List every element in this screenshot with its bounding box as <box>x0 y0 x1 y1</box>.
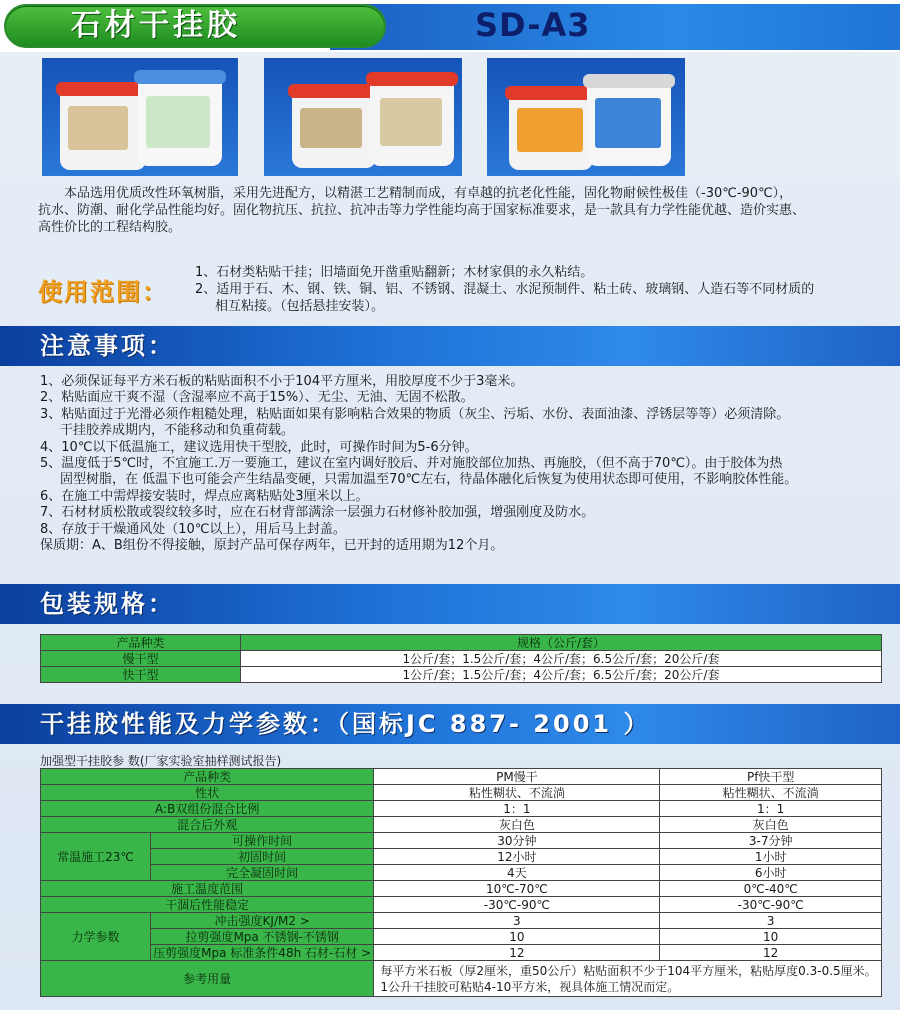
table-row <box>41 667 882 683</box>
product-photo-1 <box>42 58 238 176</box>
table-cell: 粘性糊状、不流淌 <box>660 785 882 801</box>
reference-usage-line: 1公升干挂胶可粘贴4-10平方米，视具体施工情况而定。 <box>380 979 680 994</box>
table-cell: 冲击强度KJ/M2 > <box>151 913 374 929</box>
table-cell: 1：1 <box>660 801 882 817</box>
table-row <box>41 817 882 833</box>
table-cell: 4天 <box>374 865 660 881</box>
table-cell: 12 <box>374 945 660 961</box>
intro-text <box>38 185 878 236</box>
table-row <box>41 785 882 801</box>
note-item: 8、存放于干燥通风处（10℃以上），用后马上封盖。 <box>40 521 346 537</box>
note-item: 7、石材材质松散或裂纹较多时，应在石材背部满涂一层强力石材修补胶加强，增强刚度及防水。 <box>40 505 595 521</box>
table-cell: 慢干型 <box>41 651 241 667</box>
intro-line: 抗水、防潮、耐化学品性能均好。固化物抗压、抗拉、抗冲击等力学性能均高于国家标准要求，是一款具有力学性能优越、造价实惠、 <box>38 203 806 218</box>
note-item: 干挂胶养成期内，不能移动和负重荷载。 <box>60 423 295 439</box>
table-group-cell: 常温施工23℃ <box>41 833 151 881</box>
pack-table <box>40 634 882 683</box>
table-cell: 施工温度范围 <box>41 881 374 897</box>
title-pill <box>4 4 386 48</box>
table-cell: 3 <box>660 913 882 929</box>
intro-line: 高性价比的工程结构胶。 <box>38 220 182 235</box>
table-cell: 10 <box>374 929 660 945</box>
table-cell: 1小时 <box>660 849 882 865</box>
table-row <box>41 635 882 651</box>
table-cell: 灰白色 <box>660 817 882 833</box>
table-group-cell: 力学参数 <box>41 913 151 961</box>
table-cell: 拉剪强度Mpa 不锈钢-不锈钢 <box>151 929 374 945</box>
perf-table <box>40 768 882 997</box>
table-row <box>41 651 882 667</box>
table-cell: 1：1 <box>374 801 660 817</box>
perf-section-header <box>0 704 900 744</box>
table-cell: 10℃-70℃ <box>374 881 660 897</box>
note-item: 6、在施工中需焊接安装时，焊点应离粘贴处3厘米以上。 <box>40 488 369 504</box>
table-cell: 粘性糊状、不流淌 <box>374 785 660 801</box>
product-photo-strip <box>0 52 900 178</box>
table-cell: 干涸后性能稳定 <box>41 897 374 913</box>
note-item: 固型树脂，在 低温下也可能会产生结晶变硬，只需加温至70℃左右，待晶体融化后恢复为使用状态即可使用，不影响胶体性能。 <box>60 472 798 488</box>
perf-caption: 加强型干挂胶参 数(厂家实验室抽样测试报告) <box>40 754 282 768</box>
table-cell: 性状 <box>41 785 374 801</box>
table-cell: A:B双组份混合比例 <box>41 801 374 817</box>
note-item: 1、必须保证每平方米石板的粘贴面积不小于104平方厘米，用胶厚度不少于3毫米。 <box>40 374 524 389</box>
reference-usage-line: 每平方米石板（厚2厘米，重50公斤）粘贴面积不少于104平方厘米，粘贴厚度0.3-0.5厘米。 <box>380 963 877 978</box>
note-item: 4、10℃以下低温施工，建议选用快干型胶，此时，可操作时间为5-6分钟。 <box>40 439 478 455</box>
notes-title: 注意事项： <box>40 332 175 360</box>
header-band <box>0 0 900 52</box>
table-cell: 12小时 <box>374 849 660 865</box>
table-row <box>41 961 882 997</box>
table-row <box>41 801 882 817</box>
table-cell: 10 <box>660 929 882 945</box>
table-cell: -30℃-90℃ <box>374 897 660 913</box>
table-row <box>41 769 882 785</box>
table-row <box>41 881 882 897</box>
table-row <box>41 833 882 849</box>
header-blue-bar <box>330 4 900 50</box>
product-photo-2 <box>264 58 462 176</box>
table-header-cell: Pf快干型 <box>660 769 882 785</box>
table-header-cell: PM慢干 <box>374 769 660 785</box>
reference-usage-cell <box>374 961 882 997</box>
table-cell: 混合后外观 <box>41 817 374 833</box>
table-header-cell: 规格（公斤/套） <box>241 635 882 651</box>
table-cell: 参考用量 <box>41 961 374 997</box>
table-row <box>41 929 882 945</box>
product-photo-3 <box>487 58 685 176</box>
table-cell: 1公斤/套；1.5公斤/套；4公斤/套；6.5公斤/套；20公斤/套 <box>241 651 882 667</box>
table-cell: 3-7分钟 <box>660 833 882 849</box>
table-header-cell: 产品种类 <box>41 635 241 651</box>
pack-section-header <box>0 584 900 624</box>
table-cell: -30℃-90℃ <box>660 897 882 913</box>
table-cell: 6小时 <box>660 865 882 881</box>
table-cell: 完全凝固时间 <box>151 865 374 881</box>
usage-item: 1、石材类粘贴干挂；旧墙面免开凿重贴翻新；木材家俱的永久粘结。 <box>195 265 594 280</box>
table-cell: 可操作时间 <box>151 833 374 849</box>
table-cell: 3 <box>374 913 660 929</box>
table-cell: 1公斤/套；1.5公斤/套；4公斤/套；6.5公斤/套；20公斤/套 <box>241 667 882 683</box>
usage-list <box>195 264 885 315</box>
usage-item: 相互粘接。（包括悬挂安装）。 <box>215 299 385 314</box>
notes-list <box>40 374 885 554</box>
table-cell: 压剪强度Mpa 标准条件48h 石材-石材 > <box>151 945 374 961</box>
table-row <box>41 913 882 929</box>
table-cell: 12 <box>660 945 882 961</box>
note-item: 2、粘贴面应干爽不湿（含湿率应不高于15%）、无尘、无油、无固不松散。 <box>40 390 474 406</box>
table-row <box>41 865 882 881</box>
table-row <box>41 945 882 961</box>
intro-line: 本品选用优质改性环氧树脂，采用先进配方，以精湛工艺精制而成，有卓越的抗老化性能，固化物耐候性极佳（-30℃-90℃）， <box>64 186 793 201</box>
usage-item: 2、适用于石、木、钢、铁、铜、铝、不锈钢、混凝土、水泥预制件、粘土砖、玻璃钢、人造石等不同材质的 <box>195 282 815 297</box>
table-cell: 初固时间 <box>151 849 374 865</box>
table-cell: 30分钟 <box>374 833 660 849</box>
table-cell: 快干型 <box>41 667 241 683</box>
pack-title: 包装规格： <box>40 590 175 618</box>
table-header-cell: 产品种类 <box>41 769 374 785</box>
table-cell: 0℃-40℃ <box>660 881 882 897</box>
usage-title: 使用范围： <box>38 278 168 306</box>
table-row <box>41 897 882 913</box>
note-item: 保质期：A、B组份不得接触，原封产品可保存两年，已开封的适用期为12个月。 <box>40 538 504 554</box>
page-title: 石材干挂胶 <box>71 8 241 43</box>
table-row <box>41 849 882 865</box>
model-number: SD-A3 <box>475 6 591 44</box>
note-item: 5、温度低于5℃时，不宜施工.万一要施工，建议在室内调好胶后、并对施胶部位加热、再施胶，（但不高于70℃）。由于胶体为热 <box>40 456 783 472</box>
note-item: 3、粘贴面过于光滑必须作粗糙处理，粘贴面如果有影响粘合效果的物质（灰尘、污垢、水份、表面油漆、浮锈层等等）必须清除。 <box>40 406 790 422</box>
table-cell: 灰白色 <box>374 817 660 833</box>
notes-section-header <box>0 326 900 366</box>
perf-title: 干挂胶性能及力学参数：（国标JC 887- 2001 ） <box>40 710 651 738</box>
